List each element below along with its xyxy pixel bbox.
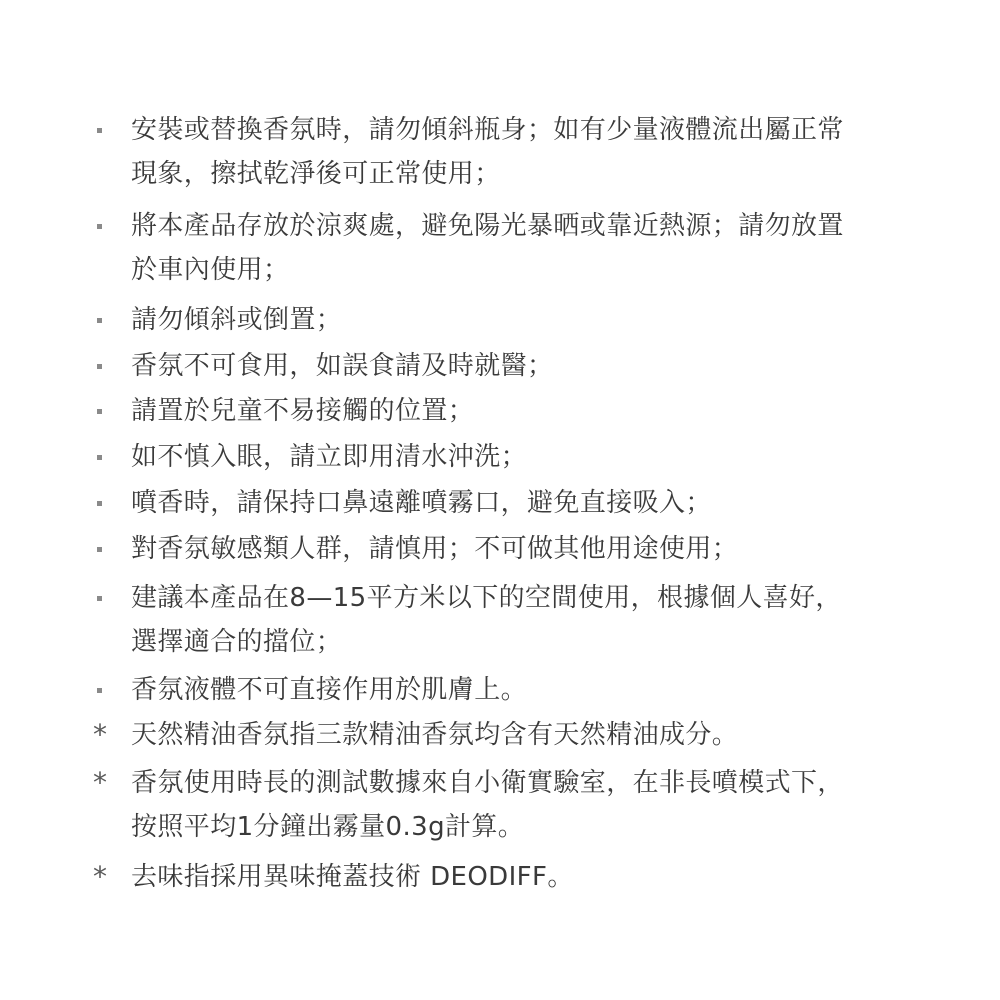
bullet-square-icon bbox=[96, 481, 114, 527]
footnote-text: 去味指採用異味掩蓋技術 DEODIFF。 bbox=[131, 862, 574, 892]
bullet-square-icon bbox=[96, 344, 114, 390]
list-item-text: 噴香時，請保持口鼻遠離噴霧口，避免直接吸入； bbox=[131, 488, 712, 518]
list-item-text: 請勿傾斜或倒置； bbox=[131, 305, 343, 335]
footnote-text: 香氛使用時長的測試數據來自小衛實驗室，在非長噴模式下，按照平均1分鐘出霧量0.3g計算。 bbox=[131, 768, 844, 842]
asterisk-marker: * bbox=[93, 766, 107, 799]
list-item-text: 香氛液體不可直接作用於肌膚上。 bbox=[131, 675, 528, 705]
bullet-square-icon bbox=[96, 435, 114, 481]
list-item-text: 請置於兒童不易接觸的位置； bbox=[131, 396, 475, 426]
list-item-text: 對香氛敏感類人群，請慎用；不可做其他用途使用； bbox=[131, 534, 739, 564]
list-item-text: 如不慎入眼，請立即用清水沖洗； bbox=[131, 442, 528, 472]
bullet-square-icon bbox=[96, 527, 114, 573]
bullet-square-icon bbox=[96, 298, 114, 344]
asterisk-marker: * bbox=[93, 718, 107, 751]
bullet-square-icon bbox=[96, 389, 114, 435]
list-item-text: 安裝或替換香氛時，請勿傾斜瓶身；如有少量液體流出屬正常現象，擦拭乾淨後可正常使用； bbox=[131, 115, 844, 189]
footnote-text: 天然精油香氛指三款精油香氛均含有天然精油成分。 bbox=[131, 720, 739, 750]
bullet-square-icon bbox=[96, 108, 114, 154]
bullet-square-icon bbox=[96, 576, 114, 622]
bullet-square-icon bbox=[96, 668, 114, 714]
list-item-text: 建議本產品在8—15平方米以下的空間使用，根據個人喜好，選擇適合的擋位； bbox=[131, 583, 842, 657]
list-item-text: 將本產品存放於涼爽處，避免陽光暴晒或靠近熱源；請勿放置於車內使用； bbox=[131, 211, 844, 285]
list-item-text: 香氛不可食用，如誤食請及時就醫； bbox=[131, 351, 554, 381]
bullet-square-icon bbox=[96, 204, 114, 250]
asterisk-marker: * bbox=[93, 860, 107, 893]
